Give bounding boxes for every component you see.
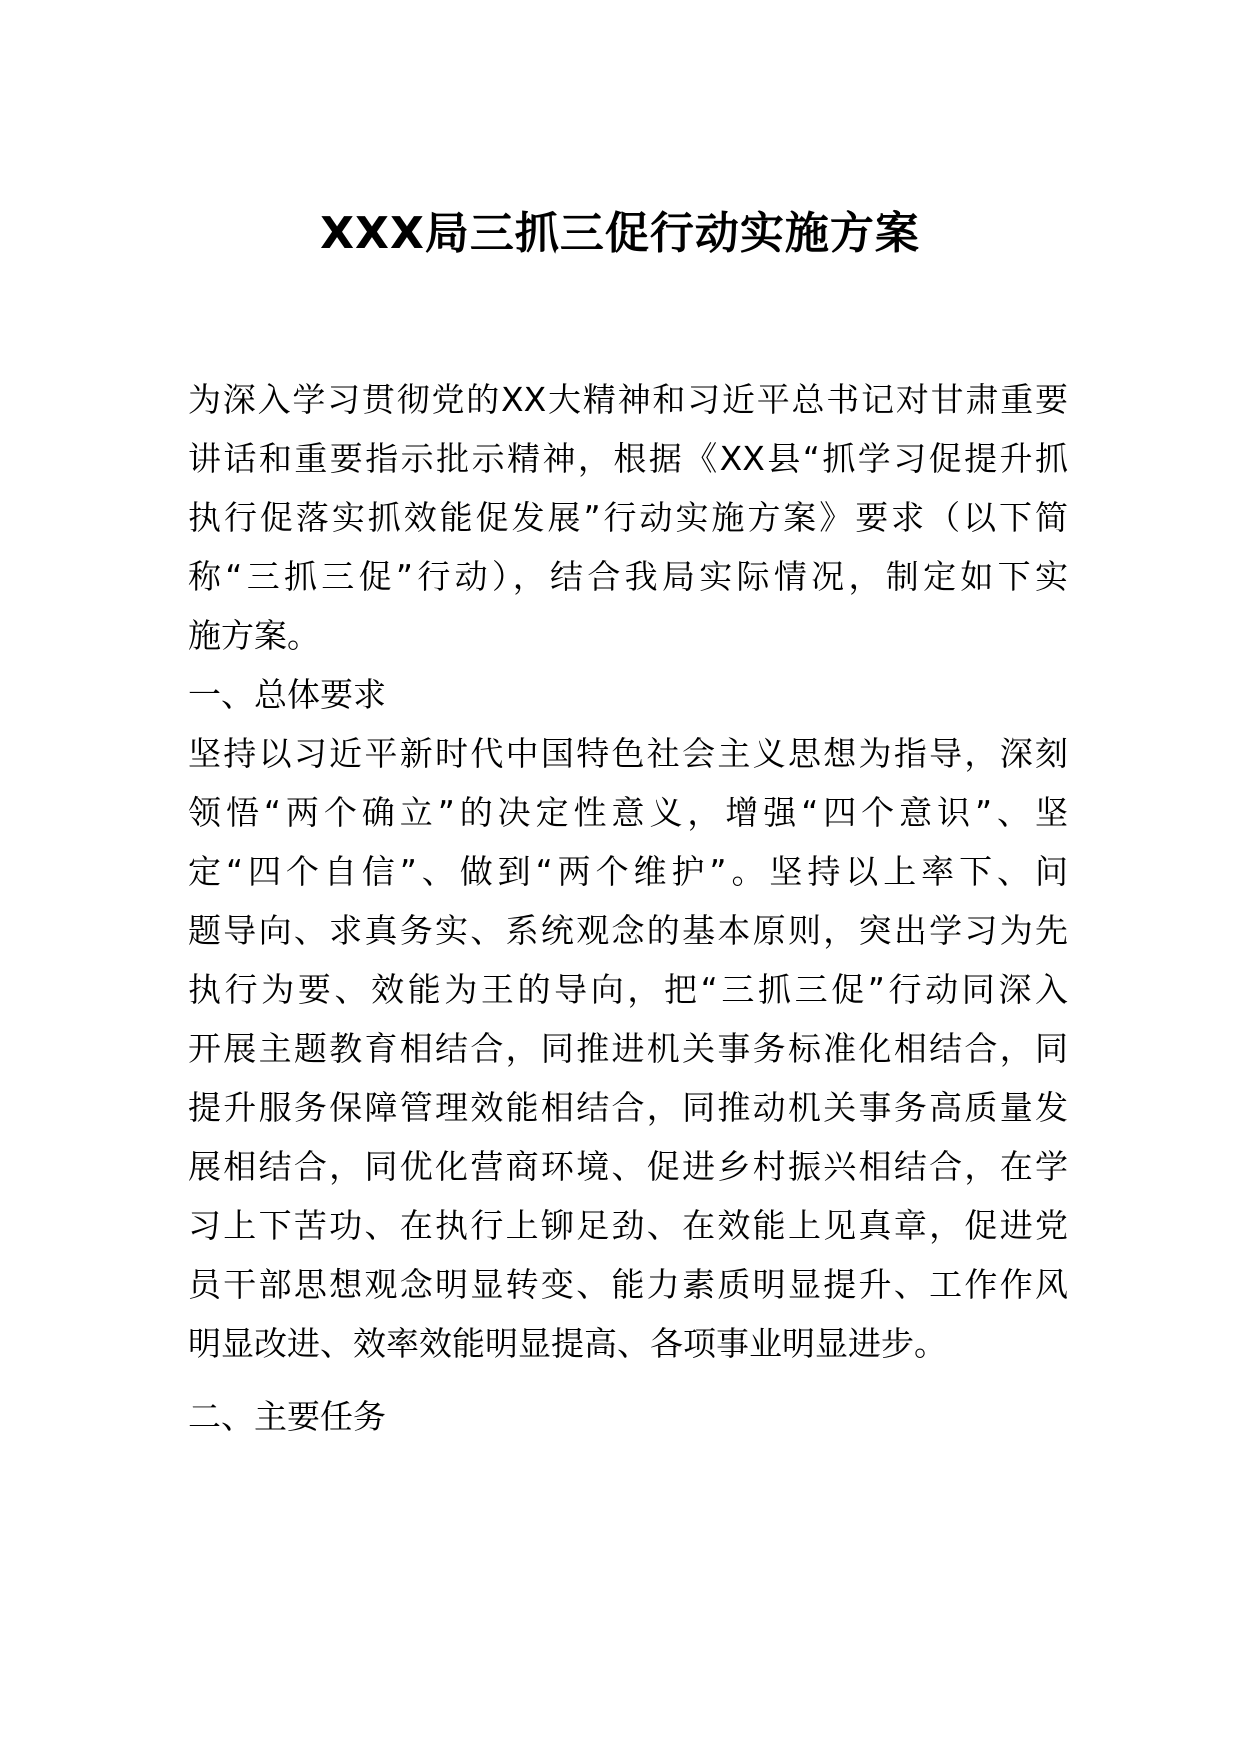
section1-line-5: 执行为要、效能为王的导向，把“三抓三促”行动同深入	[188, 970, 1068, 1009]
section1-line-8: 展相结合，同优化营商环境、促进乡村振兴相结合，在学	[188, 1147, 1068, 1186]
section1-line-7: 提升服务保障管理效能相结合，同推动机关事务高质量发	[188, 1088, 1068, 1127]
intro-line-3: 执行促落实抓效能促发展”行动实施方案》要求（以下简	[188, 498, 1068, 537]
intro-line-4: 称“三抓三促”行动），结合我局实际情况，制定如下实	[188, 557, 1068, 596]
section1-line-1: 坚持以习近平新时代中国特色社会主义思想为指导，深刻	[188, 734, 1068, 773]
intro-line-2: 讲话和重要指示批示精神，根据《XX县“抓学习促提升抓	[188, 439, 1068, 478]
section1-line-3: 定“四个自信”、做到“两个维护”。坚持以上率下、问	[188, 852, 1068, 891]
section1-line-10: 员干部思想观念明显转变、能力素质明显提升、工作作风	[188, 1265, 1068, 1304]
section-heading-2: 二、主要任务	[188, 1397, 386, 1436]
section1-line-9: 习上下苦功、在执行上铆足劲、在效能上见真章，促进党	[188, 1206, 1068, 1245]
section1-line-6: 开展主题教育相结合，同推进机关事务标准化相结合，同	[188, 1029, 1068, 1068]
section-heading-1: 一、总体要求	[188, 675, 386, 714]
intro-line-5: 施方案。	[188, 616, 320, 655]
section1-line-11: 明显改进、效率效能明显提高、各项事业明显进步。	[188, 1324, 947, 1363]
intro-line-1: 为深入学习贯彻党的XX大精神和习近平总书记对甘肃重要	[188, 380, 1068, 419]
document-title: XXX局三抓三促行动实施方案	[320, 208, 920, 259]
section1-line-2: 领悟“两个确立”的决定性意义，增强“四个意识”、坚	[188, 793, 1068, 832]
section1-line-4: 题导向、求真务实、系统观念的基本原则，突出学习为先	[188, 911, 1068, 950]
